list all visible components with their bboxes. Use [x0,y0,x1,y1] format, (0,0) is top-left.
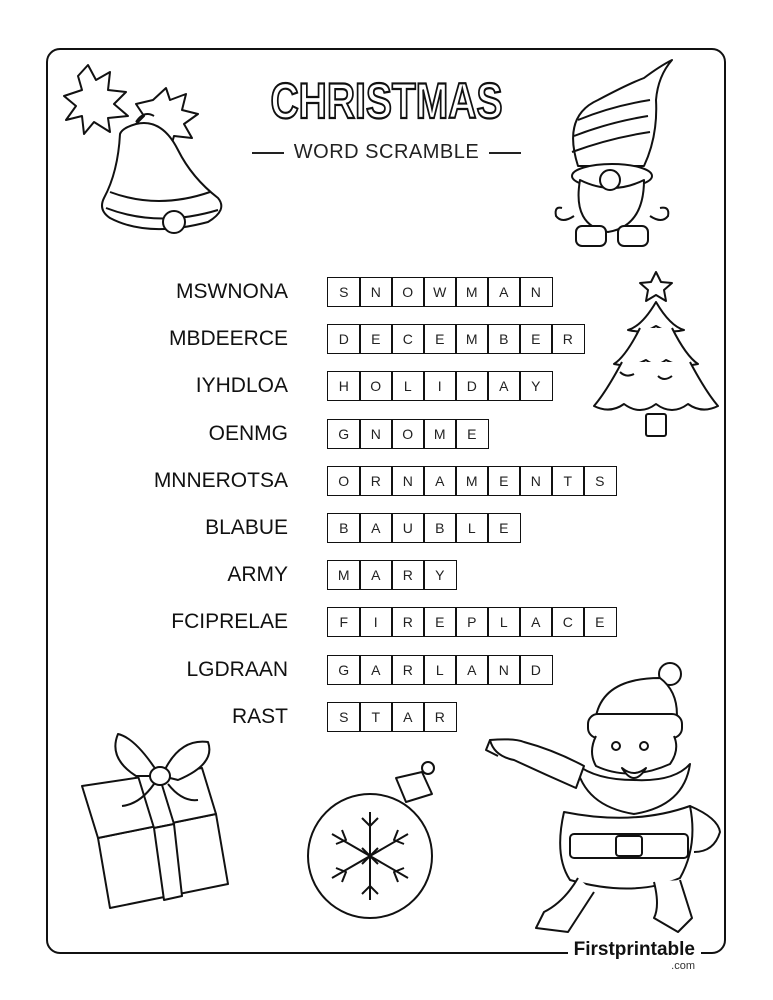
santa-icon [484,656,724,942]
letter-box[interactable]: A [487,277,521,307]
letter-box[interactable]: E [519,324,553,354]
title-text: CHRISTMAS [270,73,503,129]
letter-box[interactable]: R [391,655,425,685]
letter-box[interactable]: U [391,513,425,543]
letter-box[interactable]: N [391,466,425,496]
answer-boxes [327,466,615,496]
letter-box[interactable]: C [551,607,585,637]
scrambled-word: MSWNONA [176,280,288,303]
letter-box[interactable]: L [487,607,521,637]
letter-box[interactable]: A [455,655,489,685]
scrambled-word: IYHDLOA [195,374,288,398]
subtitle-dash-left [252,152,284,154]
letter-box[interactable]: M [455,277,489,307]
letter-box[interactable]: E [455,419,489,449]
letter-box[interactable]: S [327,277,361,307]
letter-box[interactable]: Y [423,560,457,590]
letter-box[interactable]: E [359,324,393,354]
letter-box[interactable]: A [391,702,425,732]
letter-box[interactable]: S [327,702,361,732]
puzzle-row [0,560,773,590]
letter-box[interactable]: G [327,419,361,449]
letter-box[interactable]: A [359,560,393,590]
subtitle-dash-right [489,152,521,154]
letter-box[interactable]: L [423,655,457,685]
letter-box[interactable]: E [487,513,521,543]
letter-box[interactable]: N [359,419,393,449]
scrambled-word: MNNEROTSA [153,468,288,492]
puzzle-row [0,466,773,496]
letter-box[interactable]: O [391,419,425,449]
letter-box[interactable]: N [359,277,393,307]
scrambled-word: ARMY [227,563,288,587]
scrambled-word: MBDEERCE [168,327,288,351]
christmas-tree-icon [588,268,724,464]
answer-boxes [327,277,551,307]
letter-box[interactable]: E [423,607,457,637]
letter-box[interactable]: O [327,466,361,496]
answer-boxes [327,324,583,354]
answer-boxes [327,419,487,449]
letter-box[interactable]: D [519,655,553,685]
answer-boxes [327,702,455,732]
letter-box[interactable]: O [391,277,425,307]
scrambled-word: FCIPRELAE [171,610,288,634]
letter-box[interactable]: M [327,560,361,590]
letter-box[interactable]: N [487,655,521,685]
letter-box[interactable]: F [327,607,361,637]
scrambled-word: BLABUE [205,516,288,539]
answer-boxes [327,513,519,543]
letter-box[interactable]: E [583,607,617,637]
answer-boxes [327,371,551,401]
letter-box[interactable]: E [487,466,521,496]
letter-box[interactable]: A [359,655,393,685]
puzzle-row [0,607,773,637]
letter-box[interactable]: Y [519,371,553,401]
scrambled-word: RAST [231,704,288,728]
letter-box[interactable]: L [391,371,425,401]
letter-box[interactable]: R [359,466,393,496]
letter-box[interactable]: A [487,371,521,401]
ornament-icon [302,756,438,924]
letter-box[interactable]: B [423,513,457,543]
letter-box[interactable]: P [455,607,489,637]
letter-box[interactable]: S [583,466,617,496]
scrambled-word: LGDRAAN [186,657,288,681]
letter-box[interactable]: D [327,324,361,354]
letter-box[interactable]: E [423,324,457,354]
letter-box[interactable]: I [423,371,457,401]
letter-box[interactable]: M [455,466,489,496]
brand-name: Firstprintable [573,939,695,960]
letter-box[interactable]: M [455,324,489,354]
letter-box[interactable]: I [359,607,393,637]
letter-box[interactable]: A [519,607,553,637]
letter-box[interactable]: B [327,513,361,543]
letter-box[interactable]: O [359,371,393,401]
letter-box[interactable]: T [551,466,585,496]
letter-box[interactable]: A [359,513,393,543]
puzzle-row [0,513,773,543]
letter-box[interactable]: N [519,277,553,307]
scrambled-word: OENMG [208,421,288,445]
letter-box[interactable]: D [455,371,489,401]
letter-box[interactable]: L [455,513,489,543]
gnome-icon [548,56,678,252]
letter-box[interactable]: N [519,466,553,496]
bell-icon [58,60,238,240]
letter-box[interactable]: C [391,324,425,354]
letter-box[interactable]: R [551,324,585,354]
letter-box[interactable]: B [487,324,521,354]
letter-box[interactable]: R [391,607,425,637]
gift-box-icon [78,728,246,916]
answer-boxes [327,607,615,637]
brand-domain: .com [671,960,695,972]
letter-box[interactable]: R [423,702,457,732]
letter-box[interactable]: M [423,419,457,449]
answer-boxes [327,560,455,590]
letter-box[interactable]: T [359,702,393,732]
subtitle-text: WORD SCRAMBLE [293,141,480,163]
letter-box[interactable]: W [423,277,457,307]
letter-box[interactable]: H [327,371,361,401]
brand-logo [568,940,701,972]
letter-box[interactable]: A [423,466,457,496]
letter-box[interactable]: G [327,655,361,685]
letter-box[interactable]: R [391,560,425,590]
